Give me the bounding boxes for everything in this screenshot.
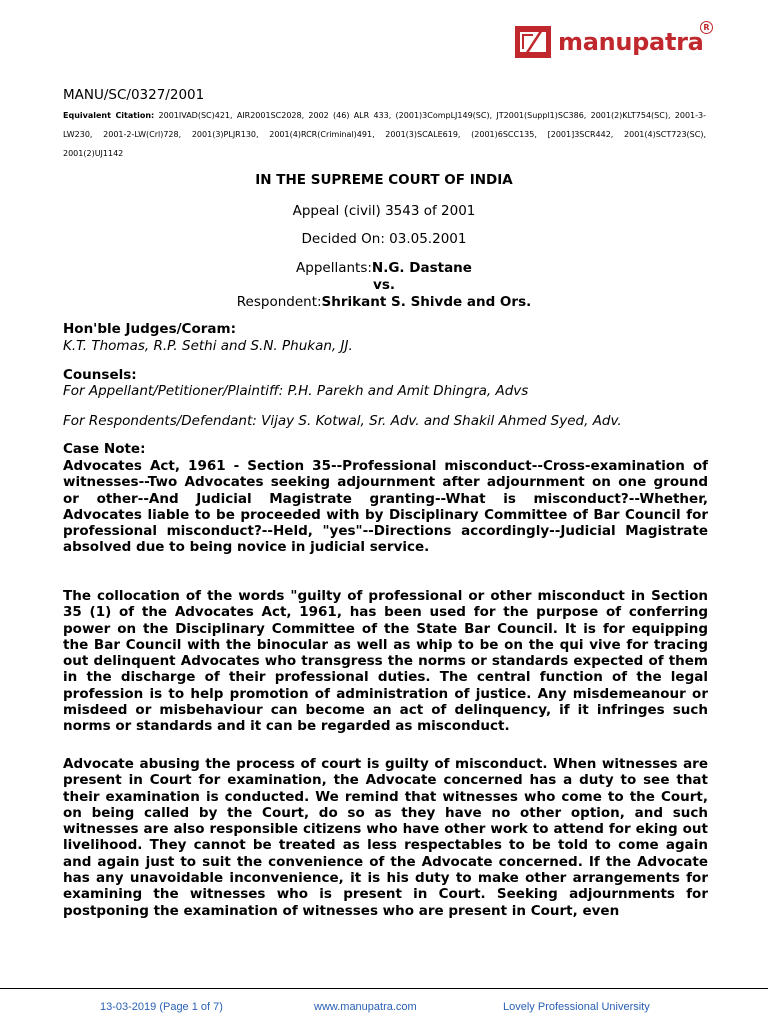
appellant-counsel: For Appellant/Petitioner/Plaintiff: P.H. Parekh and Amit Dhingra, Advs (63, 383, 529, 399)
respondent-line (0, 294, 768, 311)
manupatra-logo (515, 24, 715, 60)
case-note-paragraph: The collocation of the words "guilty of professional or other misconduct in Section 35 (1) of the Advocates Act, 1961, has been used for the purpose of conferring power on the Disciplinary Committee of the State Bar Council. It is for equipping the Bar Council with the binocular as well as whip to be on the qui vive for tracing out delinquent Advocates who transgress the norms or standards expected of them in the discharge of their professional duties. The central function of the legal profession is to help promotion of administration of justice. Any misdemeanour or misdeed or misbehaviour can become an act of delinquency, if it infringes such norms or standards and it can be regarded as misconduct. (63, 588, 708, 735)
respondent-name: Shrikant S. Shivde and Ors. (321, 294, 532, 310)
decided-date: Decided On: 03.05.2001 (301, 231, 467, 247)
respondent-counsel: For Respondents/Defendant: Vijay S. Kotwal, Sr. Adv. and Shakil Ahmed Syed, Adv. (63, 413, 622, 429)
logo-mark-icon (515, 26, 551, 58)
appellants-label: Appellants: (296, 260, 372, 276)
judges-heading: Hon'ble Judges/Coram: (63, 321, 236, 337)
logo-wordmark: manupatra (558, 28, 704, 56)
appeal-number: Appeal (civil) 3543 of 2001 (292, 203, 476, 219)
citation-text: 2001IVAD(SC)421, AIR2001SC2028, 2002 (46) ALR 433, (2001)3CompLJ149(SC), JT2001(Suppl1)SC386, 2001(2)KLT754(SC), 2001-3-LW230, 2001-2-LW(Crl)728, 2001(3)PLJR130, 2001(4)RCR(Criminal)491, 2001(3)SCALE619, (2001)6SCC135, [2001]3SCR442, 2001(4)SCT723(SC), 2001(2)UJ1142 (63, 111, 706, 158)
court-title: IN THE SUPREME COURT OF INDIA (255, 172, 513, 188)
footer-institution: Lovely Professional University (503, 1001, 650, 1013)
counsels-heading: Counsels: (63, 367, 137, 383)
footer-divider (0, 988, 768, 989)
versus-text: vs. (373, 277, 395, 293)
case-note-paragraph: Advocates Act, 1961 - Section 35--Professional misconduct--Cross-examination of witnesses--Two Advocates seeking adjournment after adjournment on one ground or other--And Judicial Magistrate granting--What is misconduct?--Whether, Advocates liable to be proceeded with by Disciplinary Committee of Bar Council for professional misconduct?--Held, "yes"--Directions accordingly--Judicial Magistrate absolved due to being novice in judicial service. (63, 458, 708, 556)
footer-date-page: 13-03-2019 (Page 1 of 7) (100, 1001, 223, 1013)
versus-line (0, 277, 768, 294)
case-note-heading: Case Note: (63, 441, 146, 457)
appellants-line (0, 260, 768, 277)
appellants-name: N.G. Dastane (371, 260, 472, 276)
manu-citation-id: MANU/SC/0327/2001 (63, 87, 205, 103)
registered-mark-icon: R (700, 21, 713, 34)
case-note-paragraph: Advocate abusing the process of court is guilty of misconduct. When witnesses are present in Court for examination, the Advocate concerned has a duty to see that their examination is conducted. We remind that witnesses who come to the Court, on being called by the Court, do so as they have no other option, and such witnesses are also responsible citizens who have other work to attend for eking out livelihood. They cannot be treated as less respectables to be told to come again and again just to suit the convenience of the Advocate concerned. If the Advocate has any unavoidable inconvenience, it is his duty to make other arrangements for examining the witnesses who is present in Court. Seeking adjournments for postponing the examination of witnesses who are present in Court, even (63, 756, 708, 919)
judges-names: K.T. Thomas, R.P. Sethi and S.N. Phukan, JJ. (63, 338, 353, 354)
parties-block (0, 260, 768, 311)
footer-url-link[interactable]: www.manupatra.com (314, 1001, 417, 1013)
citation-label: Equivalent Citation: (63, 111, 155, 120)
respondent-label: Respondent: (236, 294, 322, 310)
equivalent-citation (63, 106, 706, 163)
